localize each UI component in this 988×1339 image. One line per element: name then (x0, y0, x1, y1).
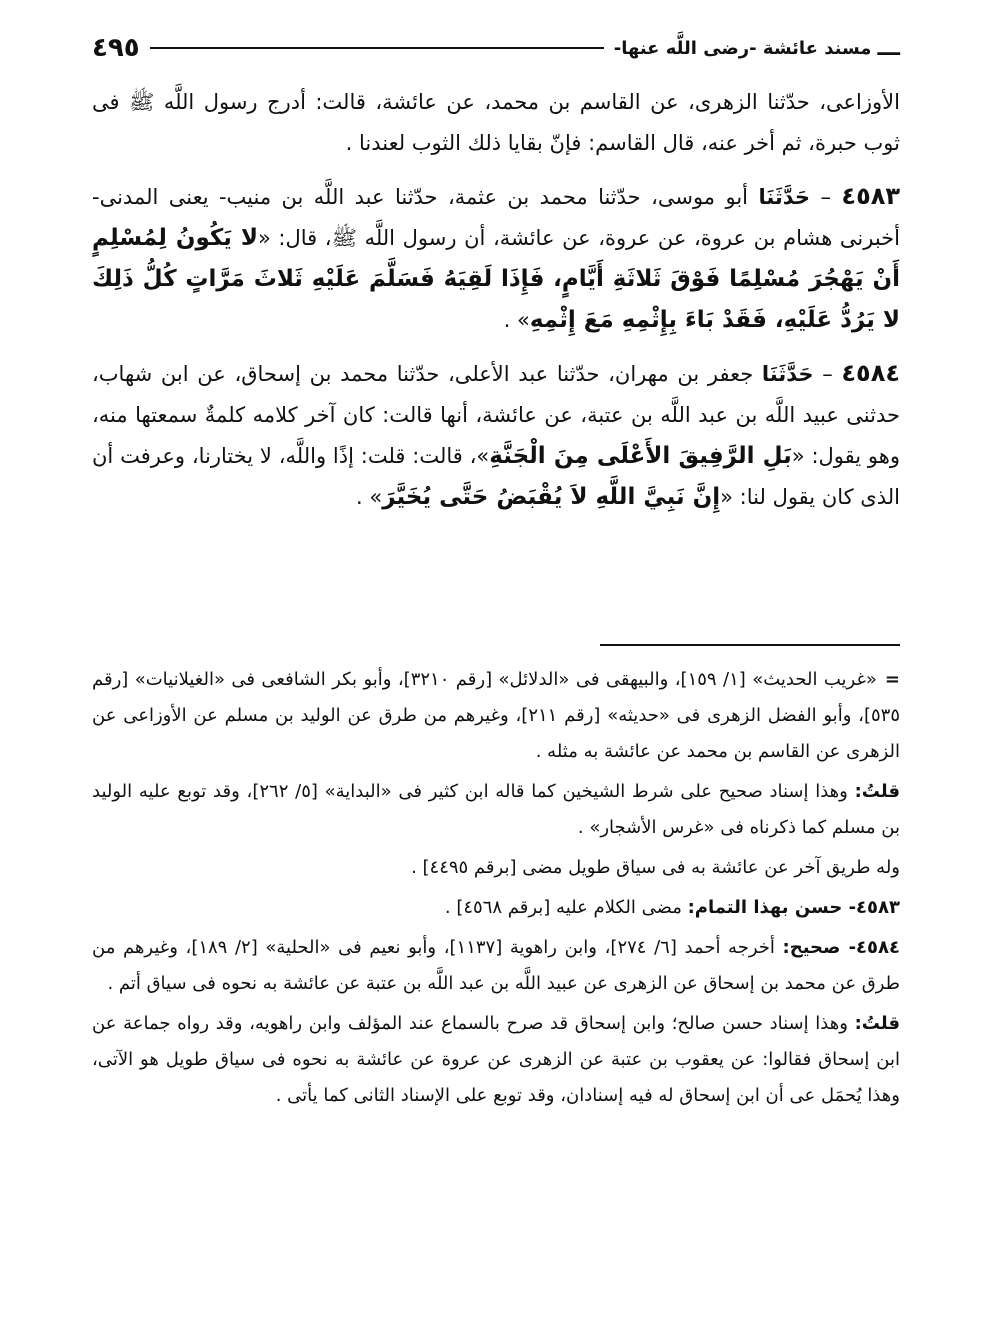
footnote-text: «غريب الحديث» [١/ ١٥٩]، والبيهقى فى «الدلائل» [رقم ٣٢١٠]، وأبو بكر الشافعى فى «الغيلانيات» [رقم ٥٣٥]، وأبو الفضل الزهرى فى «حديثه» [رقم ٢١١]، وغيرهم من طرق عن الوليد بن مسلم عن الأوزاعى عن الزهرى عن القاسم بن محمد عن عائشة به مثله . (92, 669, 901, 762)
intro-paragraph: الأوزاعى، حدّثنا الزهرى، عن القاسم بن محمد، عن عائشة، قالت: أدرج رسول اللَّه ﷺ فى ثوب حبرة، ثم أخر عنه، قال القاسم: فإنّ بقايا ذلك الثوب لعندنا . (92, 90, 900, 155)
isnad-text: أبو موسى، حدّثنا محمد بن عثمة، حدّثنا عبد اللَّه بن منيب- يعنى المدنى- أخبرنى هشام بن عروة، عن عروة، عن عائشة، أن رسول اللَّه ﷺ، قال: « (92, 185, 900, 250)
footnote-comment (92, 774, 900, 846)
hadith-number: ٤٥٨٣ (841, 182, 901, 210)
header-rule (150, 47, 604, 49)
hadith-number: ٤٥٨٤ (841, 359, 900, 387)
footnote-4583 (92, 890, 900, 926)
running-title: مسند عائشة -رضى اللَّه عنها- (613, 37, 872, 59)
matn-text: بَلِ الرَّفِيقَ الأَعْلَى مِنَ الْجَنَّةِ (489, 443, 792, 469)
hadith-4583: ٤٥٨٣ – حَدَّثَنَا أبو موسى، حدّثنا محمد بن عثمة، حدّثنا عبد اللَّه بن منيب- يعنى المدنى- أخبرنى هشام بن عروة، عن عروة، عن عائشة، أن رسول اللَّه ﷺ، قال: «لا يَكُونُ لِمُسْلِمٍ أَنْ يَهْجُرَ مُسْلِمًا فَوْقَ ثَلاثَةِ أَيَّامٍ، فَإِذَا لَقِيَهُ فَسَلَّمَ عَلَيْهِ ثَلاثَ مَرَّاتٍ كُلُّ ذَلِكَ لا يَرُدُّ عَلَيْهِ، فَقَدْ بَاءَ بِإِثْمِهِ مَعَ إِثْمِهِ» . (92, 182, 901, 333)
footnotes (92, 662, 900, 1118)
footnote-text: مضى الكلام عليه [برقم ٤٥٦٨] . (444, 897, 682, 918)
footnote-text: وهذا إسناد صحيح على شرط الشيخين كما قاله ابن كثير فى «البداية» [٥/ ٢٦٢]، وقد توبع عليه الوليد بن مسلم كما ذكرناه فى «غرس الأشجار» . (92, 781, 900, 838)
quote-end: » . (503, 308, 530, 332)
grading-label: ٤٥٨٤- صحيح: (782, 937, 900, 958)
haddathana: حَدَّثَنَا (761, 362, 814, 386)
footnote-4584 (92, 930, 900, 1002)
isnad-text: جعفر بن مهران، حدّثنا عبد الأعلى، حدّثنا محمد بن إسحاق، عن ابن شهاب، حدثنى عبيد اللَّه بن عبد اللَّه بن عتبة، عن عائشة، أنها قالت: كان آخر كلامه كلمةٌ سمعتها منه، وهو يقول: « (92, 362, 900, 468)
continuation-mark: = (884, 669, 901, 690)
qultu-label: قلتُ: (854, 781, 900, 802)
footnote-note: وله طريق آخر عن عائشة به فى سياق طويل مضى [برقم ٤٤٩٥] . (411, 857, 900, 878)
quote-end: » . (356, 485, 383, 509)
header-dash: ـــ (877, 35, 900, 61)
footnote-separator (600, 644, 900, 646)
haddathana: حَدَّثَنَا (758, 185, 811, 209)
matn-text-2: إِنَّ نَبِيَّ اللَّهِ لاَ يُقْبَضُ حَتَّى يُخَيَّرَ (382, 484, 721, 510)
footnote-comment-2 (92, 1006, 900, 1114)
footnote-continuation (92, 662, 900, 770)
footnote-text: أخرجه أحمد [٦/ ٢٧٤]، وابن راهوية [١١٣٧]، وأبو نعيم فى «الحلية» [٢/ ١٨٩]، وغيرهم من طرق عن محمد بن إسحاق عن الزهرى عن عبيد اللَّه بن عبد اللَّه بن عتبة عن عائشة به نحوه فى سياق أتم . (92, 937, 900, 994)
page-number: ٤٩٥ (92, 33, 140, 63)
footnote-text: وهذا إسناد حسن صالح؛ وابن إسحاق قد صرح بالسماع عند المؤلف وابن راهويه، وقد رواه جماعة عن ابن إسحاق فقالوا: عن يعقوب بن عتبة عن الزهرى عن عروة عن عائشة به نحوه فى سياق طويل هو الآتى، وهذا يُحمَل عى أن ابن إسحاق له فيه إسنادان، وقد توبع على الإسناد الثانى كما يأتى . (92, 1013, 900, 1106)
page-header (92, 28, 900, 68)
hadith-4584: ٤٥٨٤ – حَدَّثَنَا جعفر بن مهران، حدّثنا عبد الأعلى، حدّثنا محمد بن إسحاق، عن ابن شهاب، حدثنى عبيد اللَّه بن عبد اللَّه بن عتبة، عن عائشة، أنها قالت: كان آخر كلامه كلمةٌ سمعتها منه، وهو يقول: «بَلِ الرَّفِيقَ الأَعْلَى مِنَ الْجَنَّةِ»، قالت: قلت: إذًا واللَّه، لا يختارنا، وعرفت أن الذى كان يقول لنا: «إِنَّ نَبِيَّ اللَّهِ لاَ يُقْبَضُ حَتَّى يُخَيَّرَ» . (92, 359, 900, 510)
narration-text: »، قالت: قلت: إذًا واللَّه، لا يختارنا، وعرفت أن الذى كان يقول لنا: « (92, 444, 900, 509)
matn-text: لا يَكُونُ لِمُسْلِمٍ أَنْ يَهْجُرَ مُسْلِمًا فَوْقَ ثَلاثَةِ أَيَّامٍ، فَإِذَا لَقِيَهُ فَسَلَّمَ عَلَيْهِ ثَلاثَ مَرَّاتٍ كُلُّ ذَلِكَ لا يَرُدُّ عَلَيْهِ، فَقَدْ بَاءَ بِإِثْمِهِ مَعَ إِثْمِهِ (92, 225, 900, 333)
grading-label: ٤٥٨٣- حسن بهذا التمام: (687, 897, 900, 918)
main-text (92, 82, 900, 530)
qultu-label: قلتُ: (854, 1013, 900, 1034)
